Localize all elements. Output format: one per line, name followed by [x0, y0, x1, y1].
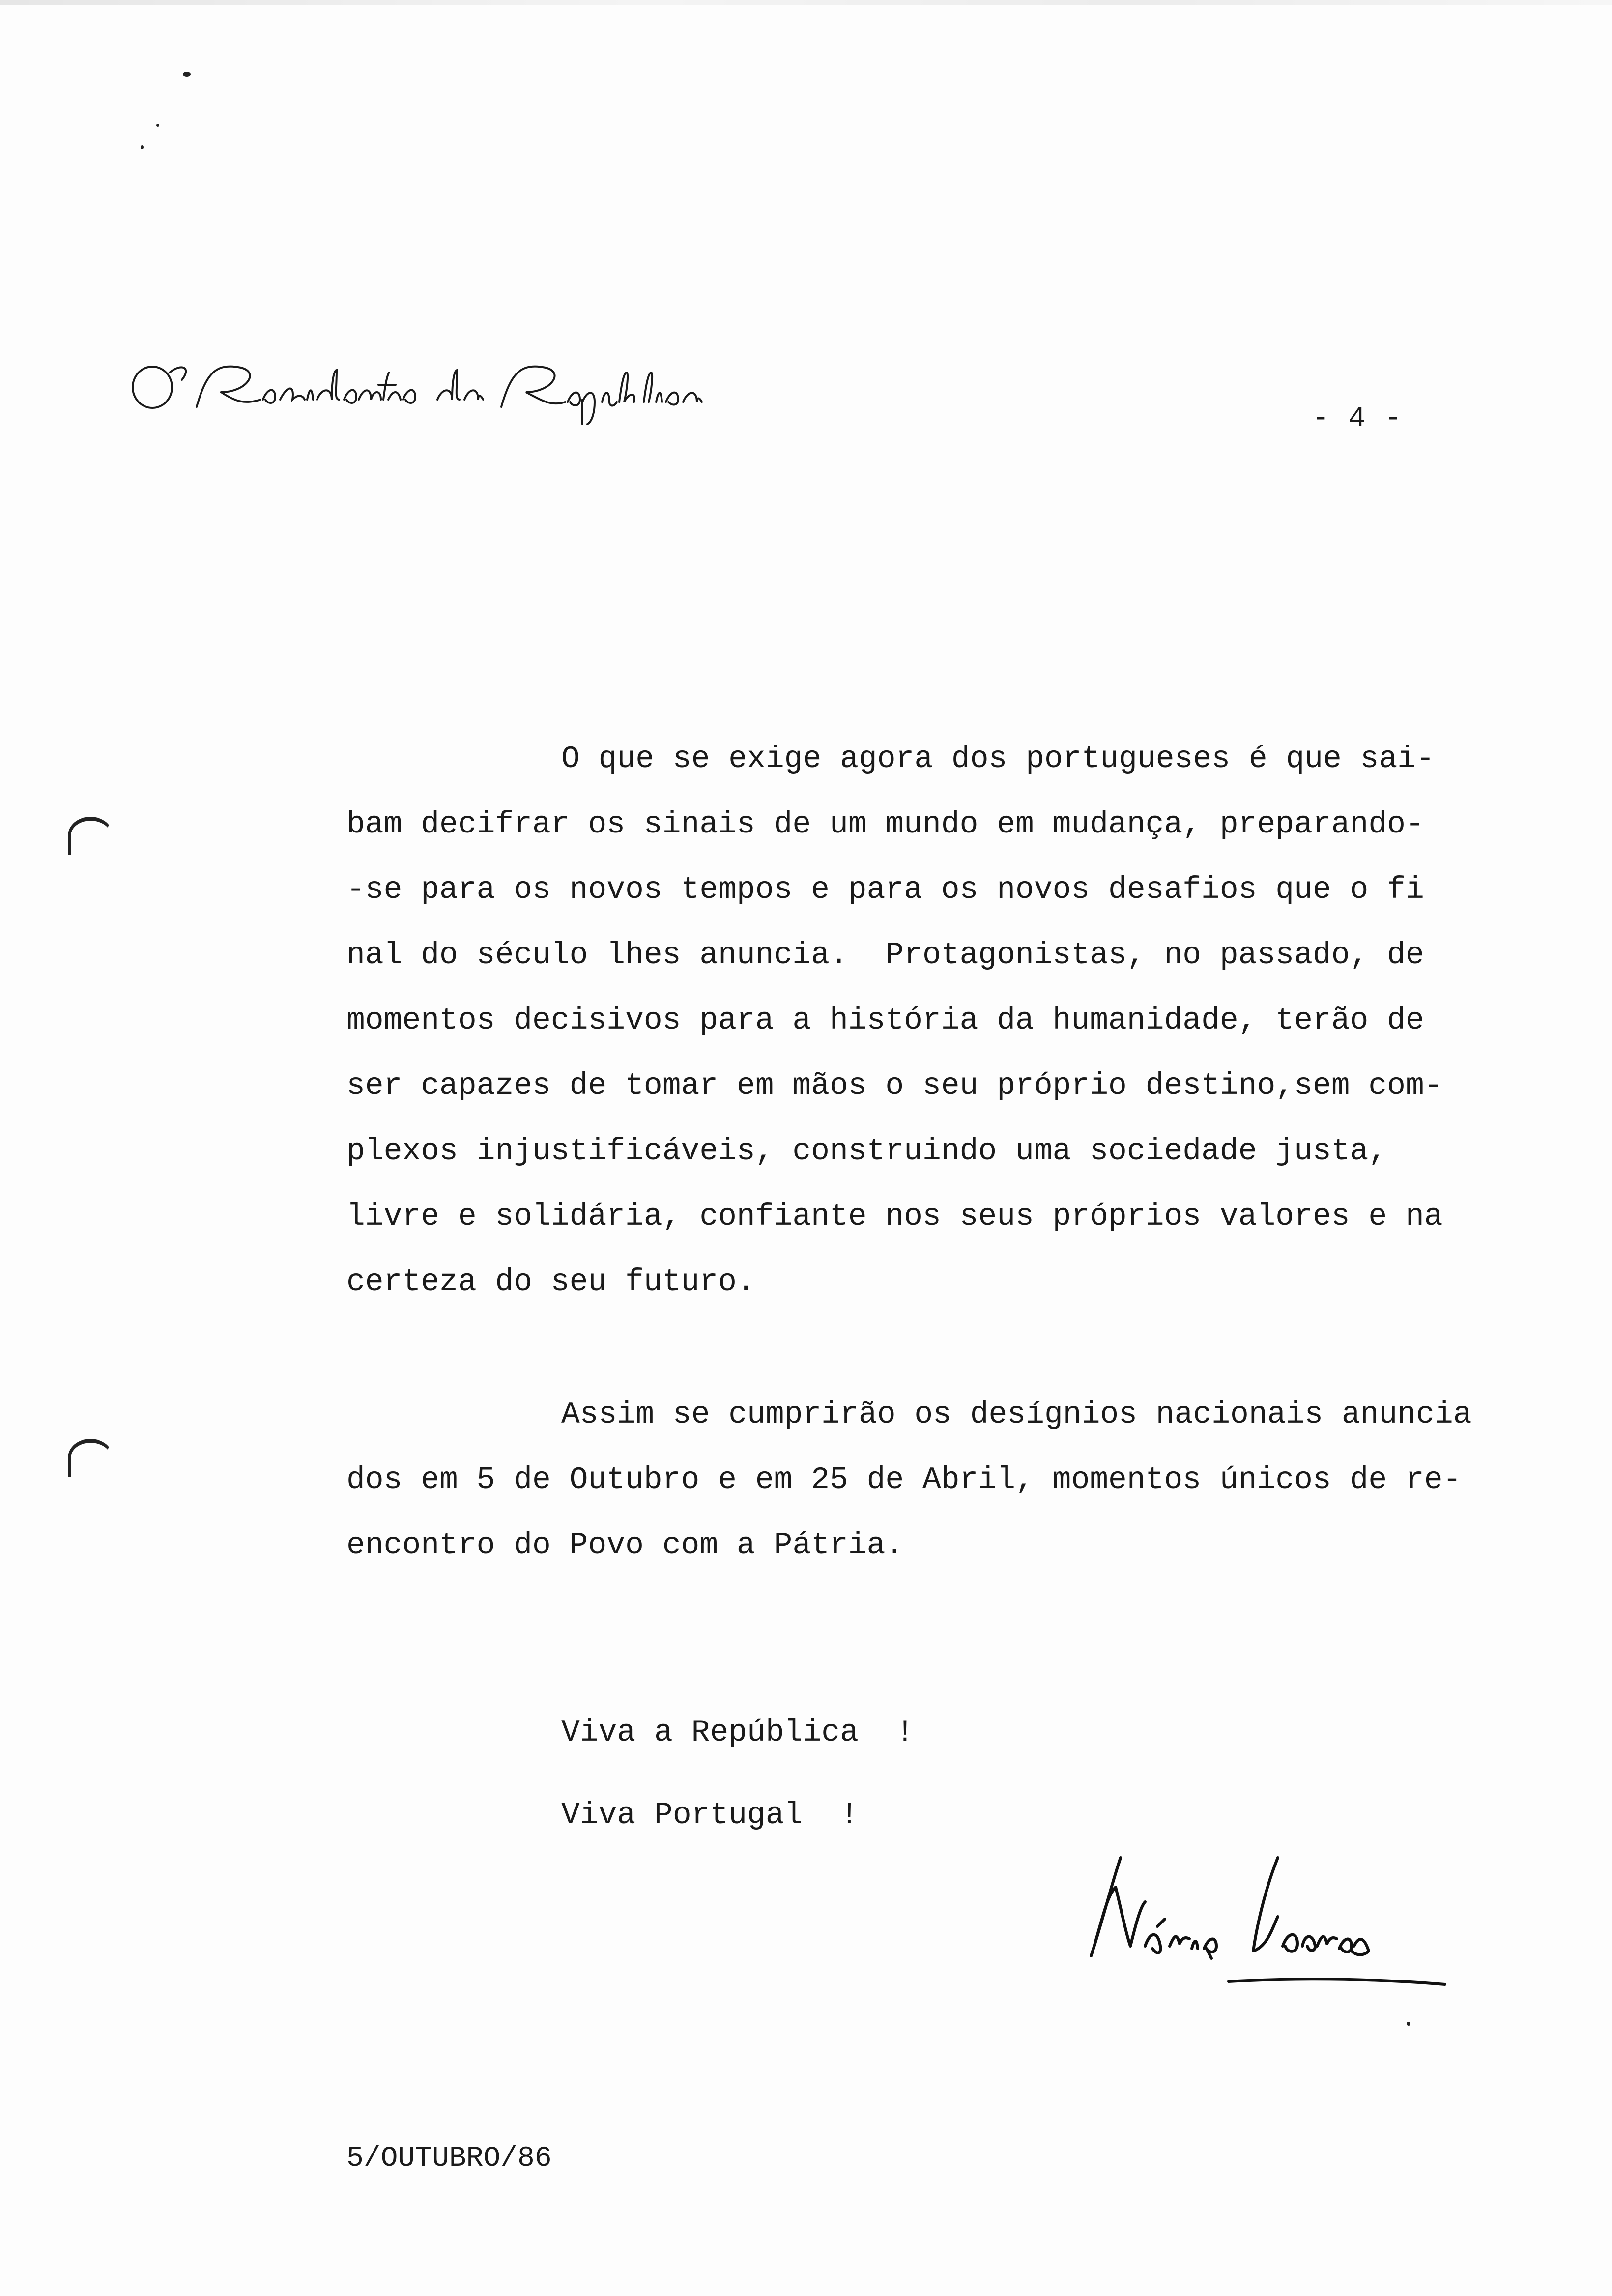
text-line: ser capazes de tomar em mãos o seu próprio destino,sem com- [346, 1068, 1443, 1103]
scan-speck [183, 72, 191, 77]
document-date: 5/OUTUBRO/86 [346, 2143, 552, 2175]
text-line: Assim se cumprirão os desígnios nacionais anuncia [561, 1397, 1472, 1432]
text-line: -se para os novos tempos e para os novos desafios que o fi [346, 872, 1424, 907]
text-line: encontro do Povo com a Pátria. [346, 1528, 904, 1563]
punch-hole-mark [68, 1439, 113, 1477]
letterhead-text: O Presidente da República [123, 419, 186, 426]
text-line: bam decifrar os sinais de um mundo em mudança, preparando- [346, 807, 1424, 842]
handwritten-signature [1071, 1828, 1455, 2035]
text-line: O que se exige agora dos portugueses é que sai- [561, 742, 1435, 776]
scan-speck [141, 145, 144, 149]
text-line: nal do século lhes anuncia. Protagonistas, no passado, de [346, 938, 1424, 973]
closing-line-republica: Viva a República ! [561, 1715, 915, 1750]
text-line: plexos injustificáveis, construindo uma sociedade justa, [346, 1134, 1387, 1169]
text-line: certeza do seu futuro. [346, 1264, 755, 1299]
text-line: livre e solidária, confiante nos seus próprios valores e na [346, 1199, 1443, 1234]
punch-hole-mark [68, 817, 113, 855]
signature-text: Mário Soares [1076, 2026, 1103, 2031]
text-line: dos em 5 de Outubro e em 25 de Abril, momentos únicos de re- [346, 1463, 1462, 1497]
closing-line-portugal: Viva Portugal ! [561, 1798, 859, 1833]
page-number: - 4 - [1312, 403, 1403, 435]
paragraph-2 [346, 1382, 1536, 1578]
scan-speck [156, 124, 159, 127]
scan-top-edge [0, 0, 1612, 5]
text-line: momentos decisivos para a história da humanidade, terão de [346, 1003, 1424, 1038]
letterhead-script [123, 353, 742, 427]
paragraph-1 [346, 726, 1536, 1315]
